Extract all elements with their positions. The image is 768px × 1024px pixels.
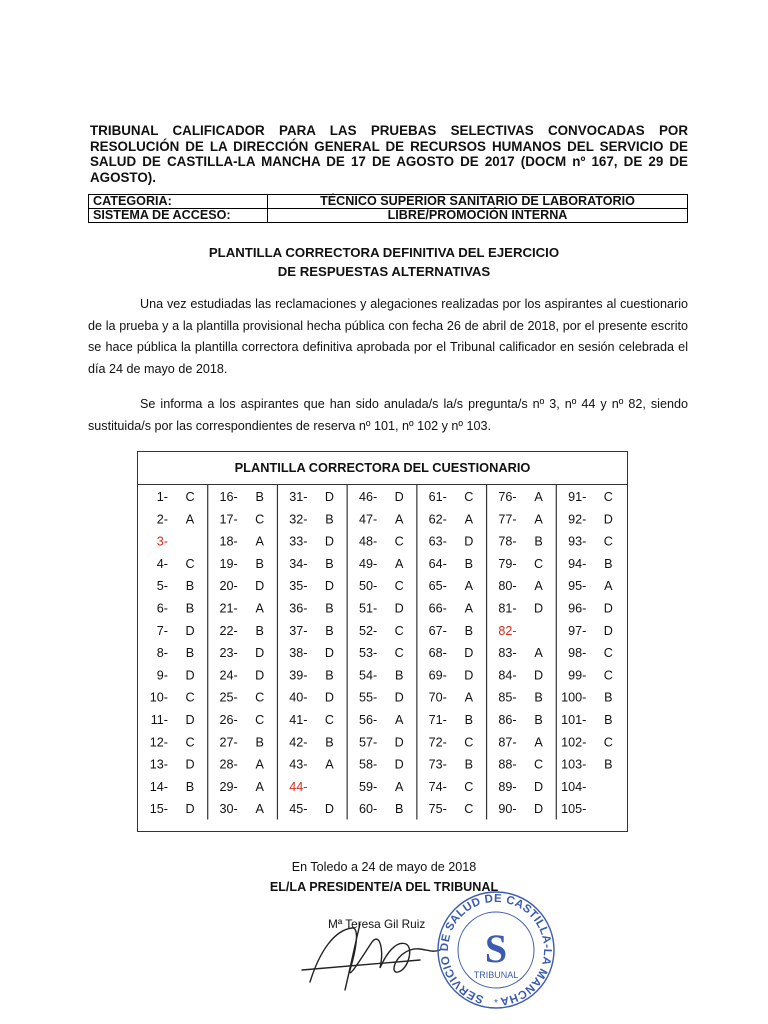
categoria-value: TÉCNICO SUPERIOR SANITARIO DE LABORATORIO [268, 195, 688, 209]
paragraph-2 [88, 394, 688, 437]
question-number: 58- [358, 757, 378, 772]
answer-letter: C [464, 490, 474, 504]
question-number: 99- [568, 668, 587, 683]
question-number: 46- [358, 490, 378, 504]
paragraph-2-text: Se informa a los aspirantes que han sido anulada/s la/s pregunta/s nº 3, nº 44 y nº 82, siendo sustituida/s por las correspondientes de reserva nº 101, nº 102 y nº 103. [88, 397, 688, 433]
question-number: 57- [358, 735, 378, 750]
answer-letter: A [185, 512, 195, 527]
question-number: 31- [289, 490, 308, 504]
question-number: 87- [498, 735, 517, 750]
question-number: 74- [428, 779, 447, 794]
seal-inner-text: TRIBUNAL [473, 970, 519, 980]
question-number: 7- [156, 623, 168, 638]
answer-letter: B [604, 757, 613, 772]
categoria-label: CATEGORIA: [89, 195, 268, 209]
answer-letter: B [604, 713, 613, 727]
question-number: 66- [428, 601, 447, 616]
answer-letter: C [185, 556, 195, 571]
answer-letter: D [324, 802, 334, 817]
question-number: 104- [561, 779, 587, 794]
question-number: 75- [428, 802, 447, 817]
question-number: 11- [150, 713, 168, 727]
answer-letter: A [255, 757, 264, 772]
answer-letter: D [185, 668, 195, 683]
answer-letter: D [464, 668, 474, 683]
question-number: 95- [568, 579, 587, 594]
question-number: 89- [498, 779, 517, 794]
signer-name: Mª Teresa Gil Ruiz [328, 917, 426, 931]
answer-letter: B [604, 556, 613, 571]
answer-letter: A [394, 556, 404, 571]
answer-letter: A [394, 713, 404, 727]
question-number: 68- [428, 646, 447, 661]
answer-letter: D [394, 757, 404, 772]
answer-letter: D [324, 579, 334, 594]
categoria-row [89, 195, 688, 209]
answer-letter: B [464, 556, 474, 571]
answer-letter: A [325, 757, 334, 772]
answer-letter: B [255, 490, 264, 504]
question-number: 16- [219, 490, 238, 504]
question-number: 94- [568, 556, 587, 571]
answer-letter: A [534, 490, 543, 504]
answer-letter: D [324, 646, 334, 661]
answer-letter: C [185, 735, 195, 750]
question-number: 78- [498, 534, 517, 549]
question-number: 50- [358, 579, 378, 594]
question-number: 47- [358, 512, 378, 527]
answer-letter: B [255, 735, 264, 750]
answer-letter: B [534, 534, 543, 549]
question-number: 21- [219, 601, 238, 616]
question-number: 102- [561, 735, 587, 750]
question-number: 76- [498, 490, 517, 504]
question-number: 59- [358, 779, 378, 794]
answer-letter: D [185, 623, 195, 638]
question-number: 73- [428, 757, 447, 772]
answer-letter: B [185, 601, 195, 616]
answer-letter: B [394, 802, 404, 817]
answer-letter: C [185, 490, 195, 504]
answer-letter: B [325, 601, 334, 616]
answer-table [137, 451, 628, 832]
question-number: 100- [561, 690, 587, 705]
question-number: 33- [289, 534, 308, 549]
question-number: 6- [156, 601, 168, 616]
question-number: 24- [219, 668, 238, 683]
answer-letter: A [255, 534, 264, 549]
question-number: 8- [156, 646, 168, 661]
answer-letter: D [324, 534, 334, 549]
answer-letter: C [603, 735, 613, 750]
official-seal [426, 888, 566, 1013]
answer-table-title: PLANTILLA CORRECTORA DEL CUESTIONARIO [138, 452, 627, 485]
question-number: 92- [568, 512, 587, 527]
answer-letter: C [464, 735, 474, 750]
answer-letter: A [394, 512, 404, 527]
question-number: 85- [498, 690, 517, 705]
question-number: 43- [289, 757, 308, 772]
answer-letter: B [185, 579, 195, 594]
question-number: 98- [568, 646, 587, 661]
question-number: 91- [568, 490, 587, 504]
question-number: 30- [219, 802, 238, 817]
answer-letter: B [394, 668, 404, 683]
answer-letter: B [325, 668, 334, 683]
question-number: 28- [219, 757, 238, 772]
seal-star: * [494, 998, 498, 1009]
answer-letter: C [603, 490, 613, 504]
question-number: 1- [156, 490, 168, 504]
answer-letter: C [185, 690, 195, 705]
answer-letter: C [394, 646, 404, 661]
question-number: 83- [498, 646, 517, 661]
question-number: 34- [289, 556, 308, 571]
question-number: 72- [428, 735, 447, 750]
question-number: 51- [358, 601, 378, 616]
acceso-label: SISTEMA DE ACCESO: [89, 209, 268, 223]
answer-letter: B [255, 556, 264, 571]
question-number: 81- [498, 601, 517, 616]
answer-letter: D [185, 802, 195, 817]
question-number: 48- [358, 534, 378, 549]
question-number: 63- [428, 534, 447, 549]
question-number: 15- [149, 802, 168, 817]
question-number: 90- [498, 802, 517, 817]
question-number: 26- [219, 713, 238, 727]
answer-grid [138, 452, 626, 830]
answer-letter: C [534, 556, 544, 571]
info-table [88, 194, 688, 223]
question-number: 22- [219, 623, 238, 638]
paragraph-1 [88, 294, 688, 380]
answer-letter: C [394, 579, 404, 594]
question-number: 36- [289, 601, 308, 616]
answer-letter: B [325, 623, 334, 638]
question-number: 71- [428, 713, 447, 727]
question-number: 101- [561, 713, 587, 727]
question-number: 32- [289, 512, 308, 527]
question-number: 52- [358, 623, 378, 638]
answer-letter: C [394, 623, 404, 638]
question-number: 64- [428, 556, 447, 571]
answer-letter: D [534, 601, 544, 616]
question-number: 93- [568, 534, 587, 549]
answer-letter: D [603, 601, 613, 616]
answer-letter: B [185, 779, 195, 794]
question-number: 18- [219, 534, 238, 549]
question-number: 13- [149, 757, 168, 772]
question-number: 29- [219, 779, 238, 794]
answer-letter: B [185, 646, 195, 661]
question-number: 17- [219, 512, 238, 527]
answer-letter: A [255, 802, 264, 817]
question-number: 5- [156, 579, 168, 594]
answer-letter: B [325, 735, 334, 750]
answer-letter: D [534, 668, 544, 683]
answer-letter: B [325, 556, 334, 571]
question-number: 62- [428, 512, 447, 527]
answer-letter: A [394, 779, 404, 794]
question-number: 20- [219, 579, 238, 594]
answer-letter: A [464, 601, 474, 616]
answer-letter: C [394, 534, 404, 549]
question-number: 19- [219, 556, 238, 571]
question-number: 38- [289, 646, 308, 661]
answer-letter: D [324, 690, 334, 705]
answer-letter: A [604, 579, 613, 594]
signatory-role: EL/LA PRESIDENTE/A DEL TRIBUNAL [269, 880, 499, 894]
question-number: 96- [568, 601, 587, 616]
question-number: 37- [289, 623, 308, 638]
question-number: 9- [156, 668, 168, 683]
answer-letter: D [603, 623, 613, 638]
answer-letter: D [185, 757, 195, 772]
question-number: 86- [498, 713, 517, 727]
question-number: 41- [289, 713, 308, 727]
answer-letter: A [255, 779, 264, 794]
answer-letter: C [255, 690, 265, 705]
subtitle-line-2: DE RESPUESTAS ALTERNATIVAS [277, 264, 491, 279]
question-number: 84- [498, 668, 517, 683]
answer-letter: D [534, 779, 544, 794]
place-date: En Toledo a 24 de mayo de 2018 [291, 860, 477, 874]
seal-ring-text: SERVICIO DE SALUD DE CASTILLA-LA MANCHA [438, 892, 554, 1007]
question-number: 65- [428, 579, 447, 594]
question-number: 35- [289, 579, 308, 594]
question-number: 103- [561, 757, 587, 772]
document-heading: TRIBUNAL CALIFICADOR PARA LAS PRUEBAS SELECTIVAS CONVOCADAS POR RESOLUCIÓN DE LA DIRECCIÓN GENERAL DE RECURSOS HUMANOS DEL SERVICIO DE SALUD DE CASTILLA-LA MANCHA DE 17 DE AGOSTO DE 2017 (DOCM nº 167, DE 29 DE AGOSTO). [90, 123, 688, 185]
question-number: 79- [498, 556, 517, 571]
acceso-row [89, 209, 688, 223]
question-number: 88- [498, 757, 517, 772]
answer-letter: A [534, 579, 543, 594]
question-number: 10- [149, 690, 168, 705]
answer-letter: D [255, 646, 265, 661]
answer-letter: C [255, 713, 265, 727]
answer-letter: D [255, 668, 265, 683]
answer-letter: D [255, 579, 265, 594]
answer-letter: C [464, 802, 474, 817]
question-number: 70- [428, 690, 447, 705]
seal-logo-s: S [484, 926, 508, 971]
answer-letter: C [324, 713, 334, 727]
question-number: 53- [358, 646, 378, 661]
question-number: 97- [568, 623, 587, 638]
answer-letter: D [324, 490, 334, 504]
answer-letter: D [534, 802, 544, 817]
answer-letter: B [534, 713, 543, 727]
question-number: 54- [358, 668, 378, 683]
paragraph-1-text: Una vez estudiadas las reclamaciones y alegaciones realizadas por los aspirantes al cuestionario de la prueba y a la plantilla provisional hecha pública con fecha 26 de abril de 2018, por el presente escrito se hace pública la plantilla correctora definitiva aprobada por el Tribunal calificador en sesión celebrada el día 24 de mayo de 2018. [88, 297, 688, 376]
question-number: 40- [289, 690, 308, 705]
question-number: 39- [289, 668, 308, 683]
question-number: 12- [149, 735, 168, 750]
question-number: 56- [358, 713, 378, 727]
answer-letter: D [603, 512, 613, 527]
question-number: 25- [219, 690, 238, 705]
question-number: 69- [428, 668, 447, 683]
question-number: 27- [219, 735, 238, 750]
answer-letter: C [603, 646, 613, 661]
answer-letter: C [255, 512, 265, 527]
answer-letter: D [464, 646, 474, 661]
question-number: 3- [156, 534, 168, 549]
answer-letter: A [464, 579, 474, 594]
answer-letter: A [534, 512, 543, 527]
question-number: 60- [358, 802, 378, 817]
subtitle-line-1: PLANTILLA CORRECTORA DEFINITIVA DEL EJERCICIO [208, 245, 560, 260]
question-number: 4- [156, 556, 168, 571]
answer-letter: A [534, 735, 543, 750]
question-number: 77- [498, 512, 517, 527]
answer-letter: A [464, 690, 474, 705]
answer-letter: B [604, 690, 613, 705]
question-number: 45- [289, 802, 308, 817]
question-number: 67- [428, 623, 447, 638]
question-number: 42- [289, 735, 308, 750]
question-number: 61- [428, 490, 447, 504]
question-number: 14- [149, 779, 168, 794]
answer-letter: A [534, 646, 543, 661]
question-number: 82- [498, 623, 517, 638]
answer-letter: C [603, 668, 613, 683]
answer-letter: B [464, 757, 474, 772]
acceso-value: LIBRE/PROMOCIÓN INTERNA [268, 209, 688, 223]
answer-letter: B [534, 690, 543, 705]
answer-letter: D [394, 490, 404, 504]
answer-letter: C [534, 757, 544, 772]
answer-letter: C [603, 534, 613, 549]
answer-letter: D [394, 601, 404, 616]
question-number: 2- [156, 512, 168, 527]
question-number: 105- [561, 802, 587, 817]
answer-letter: D [185, 713, 195, 727]
answer-letter: A [255, 601, 264, 616]
answer-letter: C [464, 779, 474, 794]
answer-letter: D [394, 735, 404, 750]
answer-letter: B [464, 713, 474, 727]
question-number: 55- [358, 690, 378, 705]
answer-letter: B [325, 512, 334, 527]
answer-letter: D [464, 534, 474, 549]
question-number: 44- [289, 779, 308, 794]
answer-letter: A [464, 512, 474, 527]
answer-letter: B [464, 623, 474, 638]
answer-letter: B [255, 623, 264, 638]
question-number: 49- [358, 556, 378, 571]
question-number: 23- [219, 646, 238, 661]
question-number: 80- [498, 579, 517, 594]
answer-letter: D [394, 690, 404, 705]
